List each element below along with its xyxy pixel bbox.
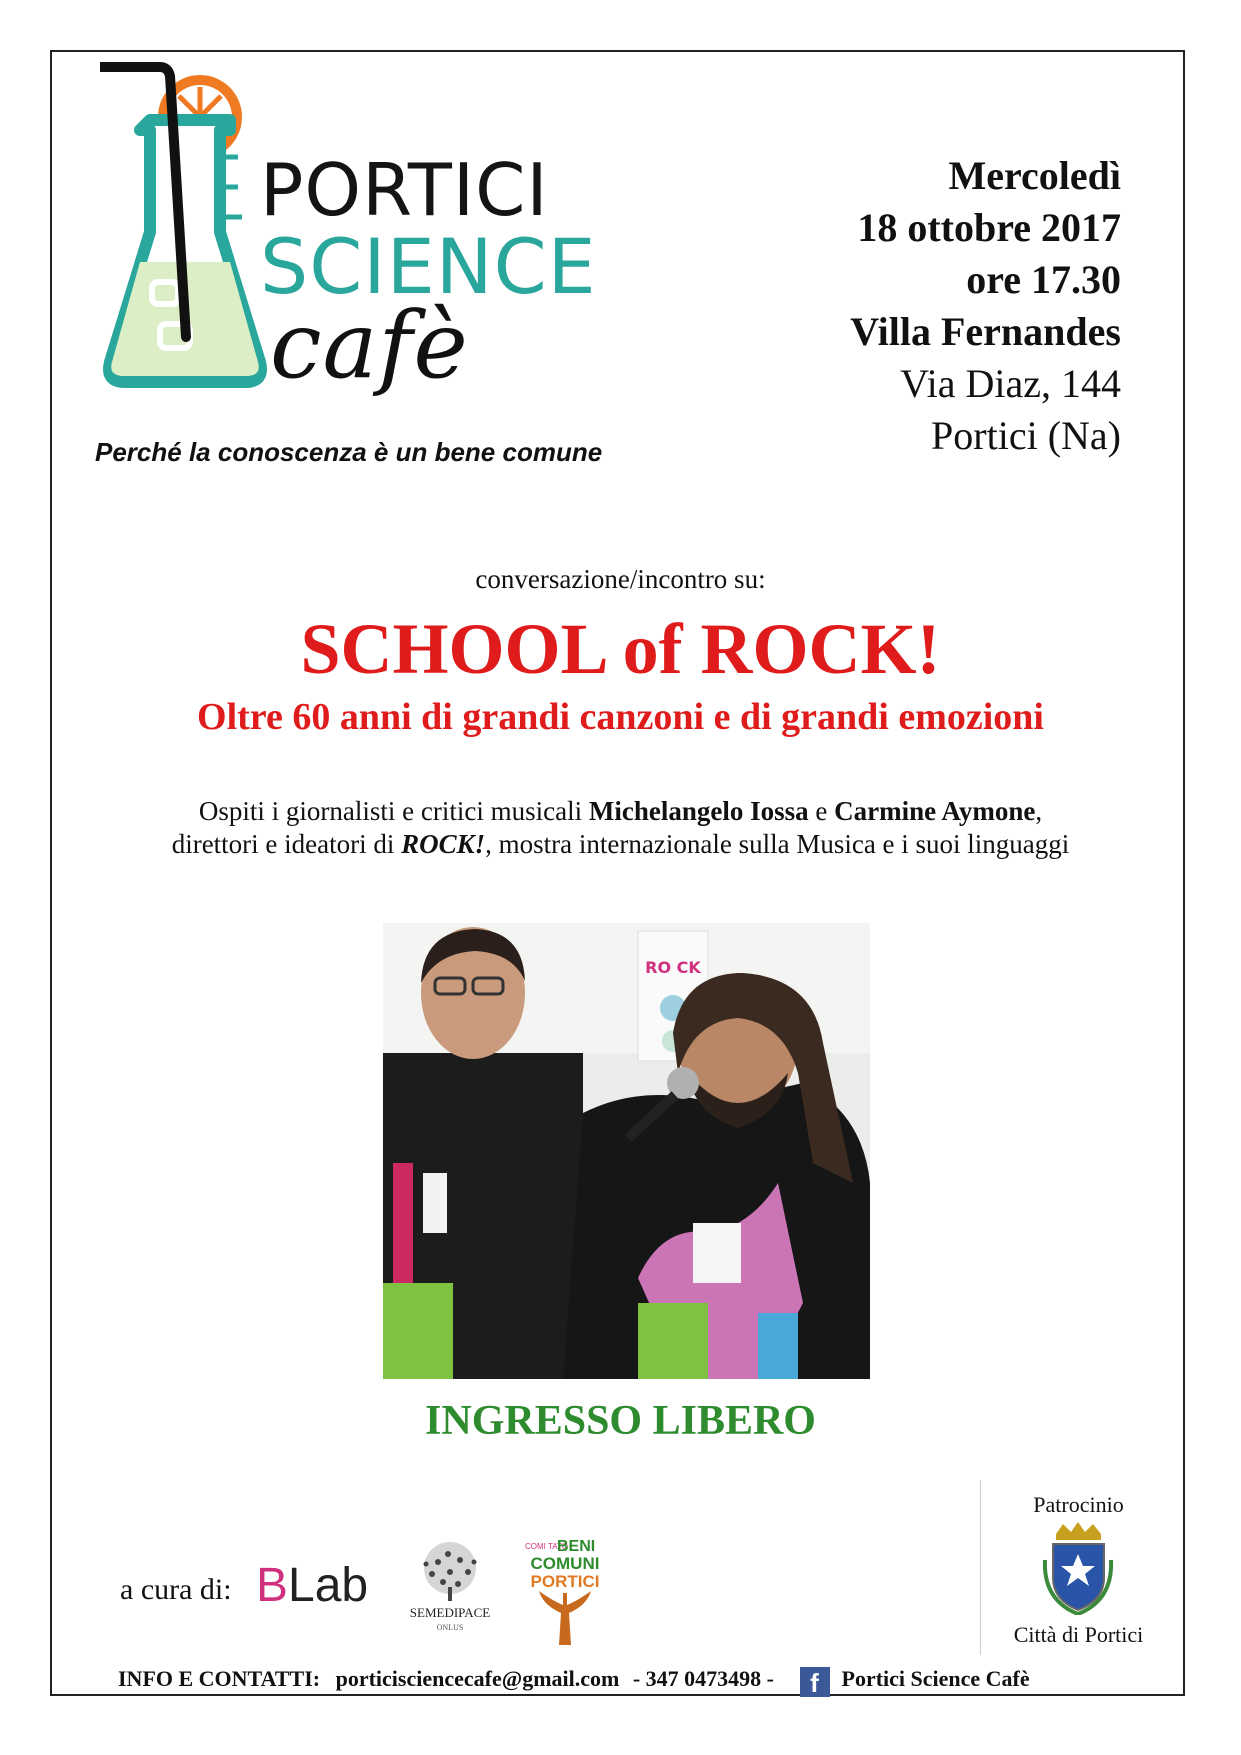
contacts-label: INFO E CONTATTI: [118, 1666, 321, 1691]
talk-lead: conversazione/incontro su: [475, 564, 766, 594]
logo-word-portici: PORTICI [260, 148, 549, 232]
city-crest-icon [1041, 1520, 1116, 1615]
svg-text:BENI: BENI [557, 1538, 596, 1555]
blab-logo: BLab [256, 1559, 369, 1612]
logo-word-science: SCIENCE [260, 222, 597, 311]
curated-by-label: a cura di: [120, 1573, 232, 1606]
svg-text:COMUNI: COMUNI [530, 1554, 600, 1573]
svg-text:ONLUS: ONLUS [436, 1623, 464, 1632]
event-date: 18 ottobre 2017 [857, 205, 1121, 250]
patronage-city: Città di Portici [1013, 1622, 1144, 1647]
guest-name-1: Michelangelo Iossa [588, 796, 809, 826]
guests-photo [383, 923, 870, 1379]
event-time: ore 17.30 [966, 257, 1121, 302]
patronage-box [980, 1480, 1176, 1655]
talk-title: SCHOOL of ROCK! [300, 609, 941, 689]
contact-email[interactable]: porticisciencecafe@gmail.com [335, 1666, 620, 1691]
guests-line-2: direttori e ideatori di ROCK!, mostra internazionale sulla Musica e i suoi linguaggi [171, 829, 1070, 859]
svg-text:COMI TATO: COMI TATO [525, 1542, 568, 1551]
patronage-label: Patrocinio [1033, 1492, 1124, 1517]
free-entry: INGRESSO LIBERO [425, 1398, 816, 1444]
guests-text [0, 795, 1241, 861]
guests-photo-illustration [383, 923, 870, 1379]
event-venue: Villa Fernandes [850, 309, 1121, 354]
event-address: Via Diaz, 144 [900, 361, 1121, 406]
guest-name-2: Carmine Aymone [834, 796, 1036, 826]
comitato-beni-comuni-logo [523, 1535, 607, 1647]
event-city: Portici (Na) [931, 413, 1121, 458]
contacts-line [118, 1666, 1030, 1697]
facebook-page-name[interactable]: Portici Science Cafè [841, 1666, 1030, 1691]
event-day: Mercoledì [948, 153, 1121, 198]
svg-text:SEMEDIPACE: SEMEDIPACE [409, 1605, 491, 1620]
talk-subtitle: Oltre 60 anni di grandi canzoni e di grandi emozioni [197, 696, 1044, 738]
portici-science-cafe-logo [100, 62, 660, 432]
facebook-icon[interactable]: f [800, 1667, 830, 1697]
rock-exhibition-name: ROCK! [401, 829, 486, 859]
logo-tagline: Perché la conoscenza è un bene comune [95, 437, 603, 467]
event-info [850, 150, 1121, 462]
logo-word-cafe: cafè [270, 292, 469, 399]
semedipace-logo [388, 1542, 513, 1634]
svg-text:PORTICI: PORTICI [530, 1572, 600, 1591]
contact-phone: - 347 0473498 - [632, 1666, 774, 1691]
guests-line-1: Ospiti i giornalisti e critici musicali Michelangelo Iossa e Carmine Aymone, [198, 796, 1043, 826]
photo-poster-rock: RO CK [645, 958, 701, 977]
